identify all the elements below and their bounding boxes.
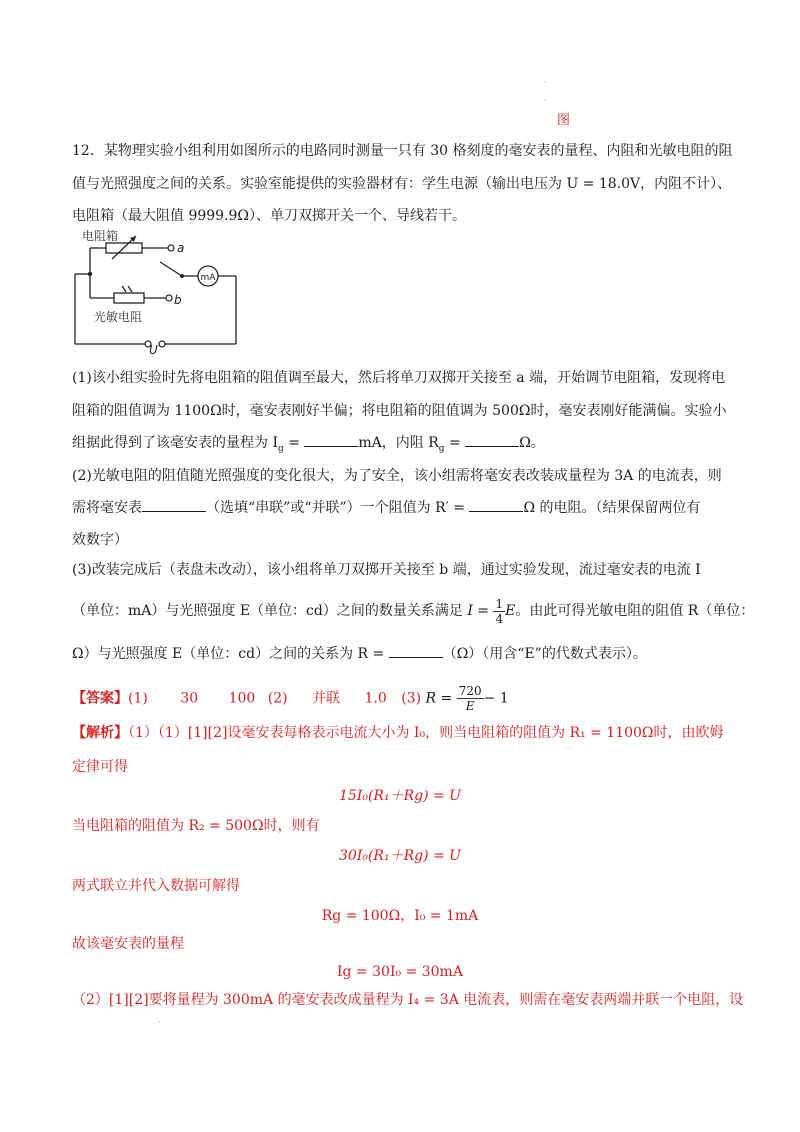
corner-dot: · bbox=[544, 96, 547, 105]
analysis-line-3: 当电阻箱的阻值为 R₂ = 500Ω时，则有 bbox=[72, 818, 320, 834]
answer-blank-connection[interactable] bbox=[142, 499, 206, 512]
label-photoresistor: 光敏电阻 bbox=[94, 310, 143, 324]
equation-1: 15I₀(R₁＋Rg) = U bbox=[339, 788, 461, 804]
label-terminal-b: b bbox=[174, 293, 182, 307]
answer-blank-expression[interactable] bbox=[389, 645, 443, 658]
part1-line-2: 阻箱的阻值调为 1100Ω时，毫安表刚好半偏；将电阻箱的阻值调为 500Ω时，毫安表刚好能满偏。实验小 bbox=[72, 403, 727, 419]
label-resistance-box: 电阻箱 bbox=[82, 229, 119, 243]
equation-4: Ig = 30I₀ = 30mA bbox=[337, 964, 463, 980]
corner-mark: 图 bbox=[557, 113, 571, 128]
part3-line-3: Ω）与光照强度 E（单位：cd）之间的关系为 R = （Ω）（用含“E”的代数式表示）。 bbox=[72, 646, 647, 662]
formula-fraction: $\frac{1}{4}$ bbox=[495, 596, 504, 626]
part3-line-2: （单位：mA）与光照强度 E（单位：cd）之间的数量关系满足 I = $\frac{1}{4}$ E。由此可得光敏电阻的阻值 R（单位： bbox=[72, 596, 755, 626]
circuit-diagram bbox=[70, 226, 250, 356]
milliammeter-label: mA bbox=[200, 273, 216, 283]
part2-line-1: (2)光敏电阻的阻值随光照强度的变化很大，为了安全，该小组需将毫安表改装成量程为 3A 的电流表，则 bbox=[72, 468, 722, 484]
answer-blank-shunt[interactable] bbox=[469, 499, 523, 512]
part1-line-1: (1)该小组实验时先将电阻箱的阻值调至最大，然后将单刀双掷开关接至 a 端，开始调节电阻箱，发现将电 bbox=[72, 370, 726, 386]
corner-dot: · bbox=[544, 78, 547, 87]
question-line-3: 电阻箱（最大阻值 9999.9Ω）、单刀双掷开关一个、导线若干。 bbox=[72, 208, 467, 224]
equation-2: 30I₀(R₁＋Rg) = U bbox=[339, 848, 461, 864]
label-terminal-a: a bbox=[177, 241, 185, 255]
answer-blank-resistance[interactable] bbox=[465, 434, 519, 447]
part2-line-2: 需将毫安表 （选填“串联”或“并联”）一个阻值为 R′ = Ω 的电阻。（结果保留两位有 bbox=[72, 500, 701, 516]
part3-line-1: (3)改装完成后（表盘未改动），该小组将单刀双掷开关接至 b 端，通过实验发现，流过毫安表的电流 I bbox=[72, 562, 701, 578]
analysis-line-1: 【解析】（1）（1）[1][2]设毫安表每格表示电流大小为 I₀，则当电阻箱的阻值为 R₁ = 1100Ω时，由欧姆 bbox=[72, 725, 724, 741]
analysis-line-5: 故该毫安表的量程 bbox=[72, 936, 184, 952]
part2-line-3: 效数字） bbox=[72, 532, 128, 548]
analysis-line-6: （2）[1][2]要将量程为 300mA 的毫安表改成量程为 I₄ = 3A 电流表，则需在毫安表两端并联一个电阻，设 bbox=[72, 992, 744, 1008]
analysis-line-2: 定律可得 bbox=[72, 759, 128, 775]
footer-dot: · bbox=[158, 1018, 161, 1027]
answer-formula-fraction: $\frac{720}{E}$ bbox=[458, 684, 482, 713]
label-voltage-u: U bbox=[149, 343, 158, 356]
answer-line: 【答案】(1) 30 100 (2) 并联 1.0 (3) R = $\frac{720}{E}$ − 1 bbox=[72, 684, 509, 713]
answer-label: 【答案】 bbox=[72, 690, 128, 707]
answer-blank-range[interactable] bbox=[304, 434, 358, 447]
question-line-2: 值与光照强度之间的关系。实验室能提供的实验器材有：学生电源（输出电压为 U = 18.0V，内阻不计）、 bbox=[72, 176, 732, 192]
equation-3: Rg = 100Ω，I₀ = 1mA bbox=[321, 908, 479, 924]
analysis-line-4: 两式联立并代入数据可解得 bbox=[72, 878, 240, 894]
part1-line-3: 组据此得到了该毫安表的量程为 $I_g$ = mA，内阻 $R_g = \Omega$。 bbox=[72, 435, 545, 454]
question-line-1: 12．某物理实验小组利用如图所示的电路同时测量一只有 30 格刻度的毫安表的量程、内阻和光敏电阻的阻 bbox=[72, 143, 733, 159]
analysis-label: 【解析】 bbox=[72, 725, 128, 741]
